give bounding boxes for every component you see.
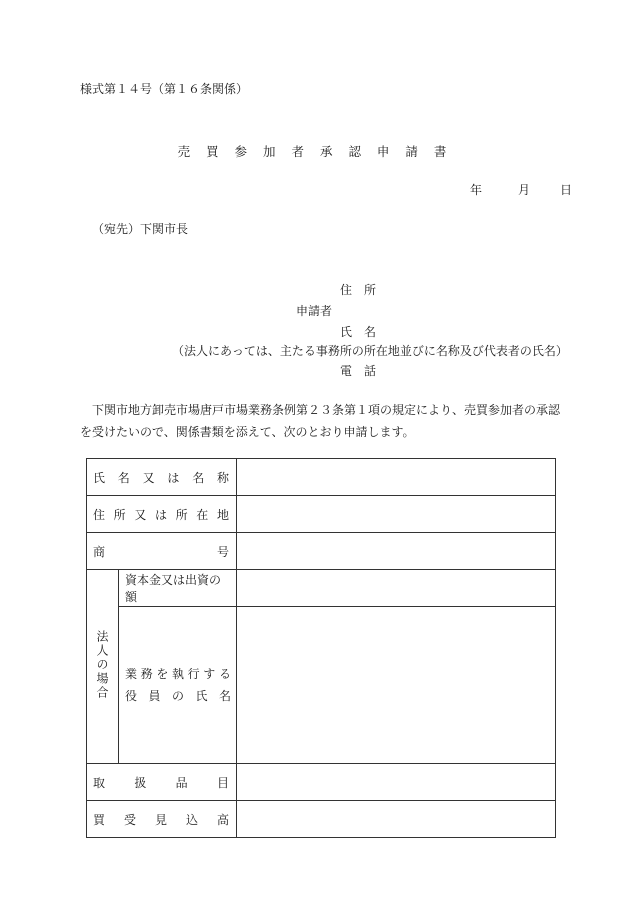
label-char: 品 (175, 775, 188, 790)
name-row-field[interactable] (237, 459, 556, 496)
address-row-field[interactable] (237, 496, 556, 533)
label-char: の (171, 689, 184, 703)
label-char: 号 (216, 544, 229, 559)
label-char: 役 (125, 689, 138, 703)
address-row-label (87, 496, 237, 533)
corporation-note: （法人にあっては、主たる事務所の所在地並びに名称及び代表者の氏名） (172, 344, 568, 358)
table-row (87, 764, 556, 801)
label-char: 在 (196, 507, 209, 522)
body-text: 下関市地方卸売市場唐戸市場業務条例第２３条第１項の規定により、売買参加者の承認を受けたいので、関係書類を添えて、次のとおり申請します。 (80, 403, 561, 439)
label-char: 込 (185, 812, 198, 827)
name-label: 氏 名 (340, 325, 377, 339)
label-char: は (154, 507, 167, 522)
date-month: 月 (518, 183, 531, 197)
corporation-label: 法人の場合 (95, 630, 109, 700)
label-char: 所 (175, 507, 188, 522)
label-char: 名 (117, 470, 130, 485)
purchase-row-field[interactable] (237, 801, 556, 838)
label-char: 行 (187, 667, 200, 681)
goods-row-field[interactable] (237, 764, 556, 801)
application-table (86, 458, 556, 838)
table-row (87, 801, 556, 838)
label-char: 業 (125, 667, 138, 681)
table-row (87, 459, 556, 496)
label-char: 称 (216, 470, 229, 485)
label-char: 務 (140, 667, 153, 681)
label-char: 住 (93, 507, 106, 522)
goods-row-label (87, 764, 237, 801)
label-char: 又 (142, 470, 155, 485)
label-char: 扱 (134, 775, 147, 790)
date-year: 年 (470, 183, 483, 197)
label-char: は (167, 470, 180, 485)
date-line (470, 181, 572, 198)
document-title: 売 買 参 加 者 承 認 申 請 書 (177, 144, 453, 159)
capital-label-cell (119, 570, 237, 607)
label-char: 所 (113, 507, 126, 522)
table-row (87, 570, 556, 607)
label-char: 名 (218, 689, 231, 703)
phone-label: 電 話 (340, 364, 377, 378)
capital-label: 資本金又は出資の額 (125, 573, 222, 604)
label-char: る (218, 667, 231, 681)
name-row-label (87, 459, 237, 496)
corporation-side-label (87, 570, 119, 764)
label-char: 見 (154, 812, 167, 827)
label-char: 氏 (93, 470, 106, 485)
officers-label-cell (119, 607, 237, 764)
label-char: 目 (216, 775, 229, 790)
label-char: 商 (93, 544, 106, 559)
label-char: を (156, 667, 169, 681)
addressee: （宛先）下関市長 (92, 222, 189, 236)
trade-name-row-label (87, 533, 237, 570)
label-char: 氏 (195, 689, 208, 703)
label-char: 受 (123, 812, 136, 827)
form-number: 様式第１４号（第１６条関係） (80, 82, 249, 96)
label-char: 取 (93, 775, 106, 790)
label-char: 高 (216, 812, 229, 827)
label-char: 名 (192, 470, 205, 485)
table-row (87, 496, 556, 533)
table-row (87, 533, 556, 570)
trade-name-row-field[interactable] (237, 533, 556, 570)
label-char: 又 (134, 507, 147, 522)
purchase-row-label (87, 801, 237, 838)
label-char: 員 (148, 689, 161, 703)
address-label: 住 所 (340, 283, 377, 297)
label-char: 執 (171, 667, 184, 681)
label-char: 地 (216, 507, 229, 522)
label-char: 買 (93, 812, 106, 827)
table-row (87, 607, 556, 764)
applicant-label: 申請者 (296, 304, 333, 318)
date-day: 日 (560, 183, 573, 197)
label-char: す (203, 667, 216, 681)
officers-field[interactable] (237, 607, 556, 764)
capital-field[interactable] (237, 570, 556, 607)
